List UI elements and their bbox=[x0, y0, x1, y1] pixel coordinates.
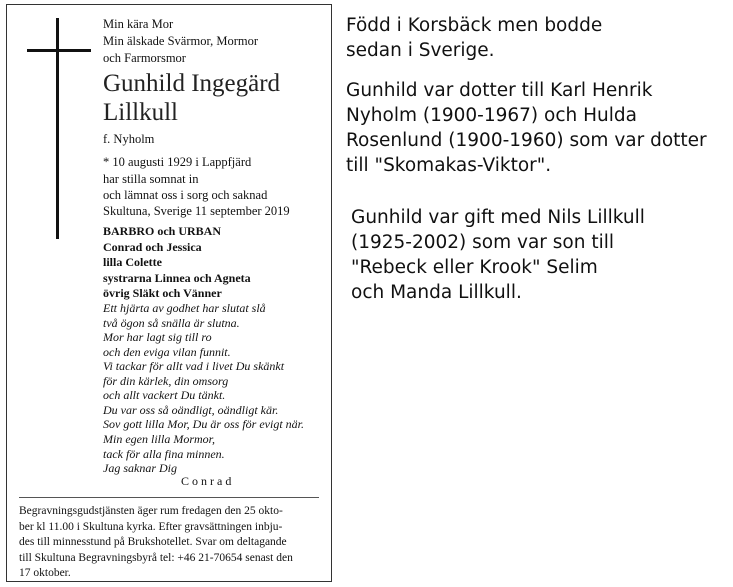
poem-line: och den eviga vilan funnit. bbox=[103, 344, 231, 359]
verse-signature: Conrad bbox=[181, 474, 235, 488]
mourner: systrarna Linnea och Agneta bbox=[103, 270, 251, 285]
funeral-line: des till minnesstund på Brukshotellet. Svar om deltagande bbox=[19, 536, 287, 549]
mourner: BARBRO och URBAN bbox=[103, 224, 222, 238]
passing-line: och lämnat oss i sorg och saknad bbox=[103, 188, 268, 202]
poem-line: Vi tackar för allt vad i livet Du skänkt bbox=[103, 359, 285, 373]
name-line: Gunhild Ingegärd bbox=[103, 70, 281, 97]
funeral-line: 17 oktober. bbox=[19, 567, 71, 580]
funeral-line: till Skultuna Begravningsbyrå tel: +46 21-70654 senast den bbox=[19, 551, 293, 564]
bio-line: "Rebeck eller Krook" Selim bbox=[351, 257, 598, 278]
deceased-name bbox=[103, 69, 280, 127]
divider bbox=[19, 497, 319, 498]
passing-line: har stilla somnat in bbox=[103, 172, 199, 186]
death-notice bbox=[6, 4, 332, 582]
bio-line: (1925-2002) som var son till bbox=[351, 232, 615, 253]
verse-line: Jag saknar Dig bbox=[103, 461, 177, 475]
bio-paragraph-marriage bbox=[351, 205, 645, 305]
poem-line: Sov gott lilla Mor, Du är oss för evigt när. bbox=[103, 417, 305, 431]
funeral-line: ber kl 11.00 i Skultuna kyrka. Efter gravsättningen inbju- bbox=[19, 520, 283, 533]
funeral-info bbox=[19, 504, 321, 582]
funeral-line: Begravningsgudstjänsten äger rum fredagen den 25 okto- bbox=[19, 505, 283, 517]
mourner: Conrad och Jessica bbox=[103, 239, 202, 254]
bio-line: sedan i Sverige. bbox=[346, 40, 495, 61]
maiden-name: f. Nyholm bbox=[103, 132, 155, 146]
bio-line: Född i Korsbäck men bodde bbox=[346, 15, 603, 36]
cross-icon-bar bbox=[27, 49, 91, 52]
mourner: lilla Colette bbox=[103, 255, 162, 269]
preamble-line: Min kära Mor bbox=[103, 17, 174, 31]
bio-paragraph-origin bbox=[346, 13, 602, 63]
passing-info bbox=[103, 171, 290, 219]
bio-line: Nyholm (1900-1967) och Hulda bbox=[346, 105, 637, 126]
bio-paragraph-parents bbox=[346, 78, 707, 178]
passing-line: Skultuna, Sverige 11 september 2019 bbox=[103, 204, 290, 218]
poem-line: och allt vackert Du tänkt. bbox=[103, 388, 226, 402]
name-line: Lillkull bbox=[103, 99, 178, 126]
bio-line: Gunhild var dotter till Karl Henrik bbox=[346, 80, 653, 101]
verse-line: Min egen lilla Mormor, bbox=[103, 432, 215, 446]
mourners-list bbox=[103, 224, 251, 302]
poem-line: Du var oss så oändligt, oändligt kär. bbox=[103, 402, 279, 417]
notice-preamble bbox=[103, 16, 258, 67]
poem-line: Ett hjärta av godhet har slutat slå bbox=[103, 301, 266, 315]
verse-line: tack för alla fina minnen. bbox=[103, 446, 225, 461]
bio-line: Gunhild var gift med Nils Lillkull bbox=[351, 207, 645, 228]
bio-line: till "Skomakas-Viktor". bbox=[346, 155, 552, 176]
mourner: övrig Släkt och Vänner bbox=[103, 286, 222, 300]
birth-info: * 10 augusti 1929 i Lappfjärd bbox=[103, 155, 252, 169]
preamble-line: och Farmorsmor bbox=[103, 51, 186, 65]
preamble-line: Min älskade Svärmor, Mormor bbox=[103, 34, 259, 48]
poem-line: två ögon så snälla är slutna. bbox=[103, 315, 240, 330]
bio-line: och Manda Lillkull. bbox=[351, 282, 522, 303]
bio-line: Rosenlund (1900-1960) som var dotter bbox=[346, 130, 707, 151]
poem-line: för din kärlek, din omsorg bbox=[103, 373, 229, 388]
grandchild-verse bbox=[103, 432, 225, 476]
memorial-poem bbox=[103, 301, 304, 432]
poem-line: Mor har lagt sig till ro bbox=[103, 330, 212, 344]
